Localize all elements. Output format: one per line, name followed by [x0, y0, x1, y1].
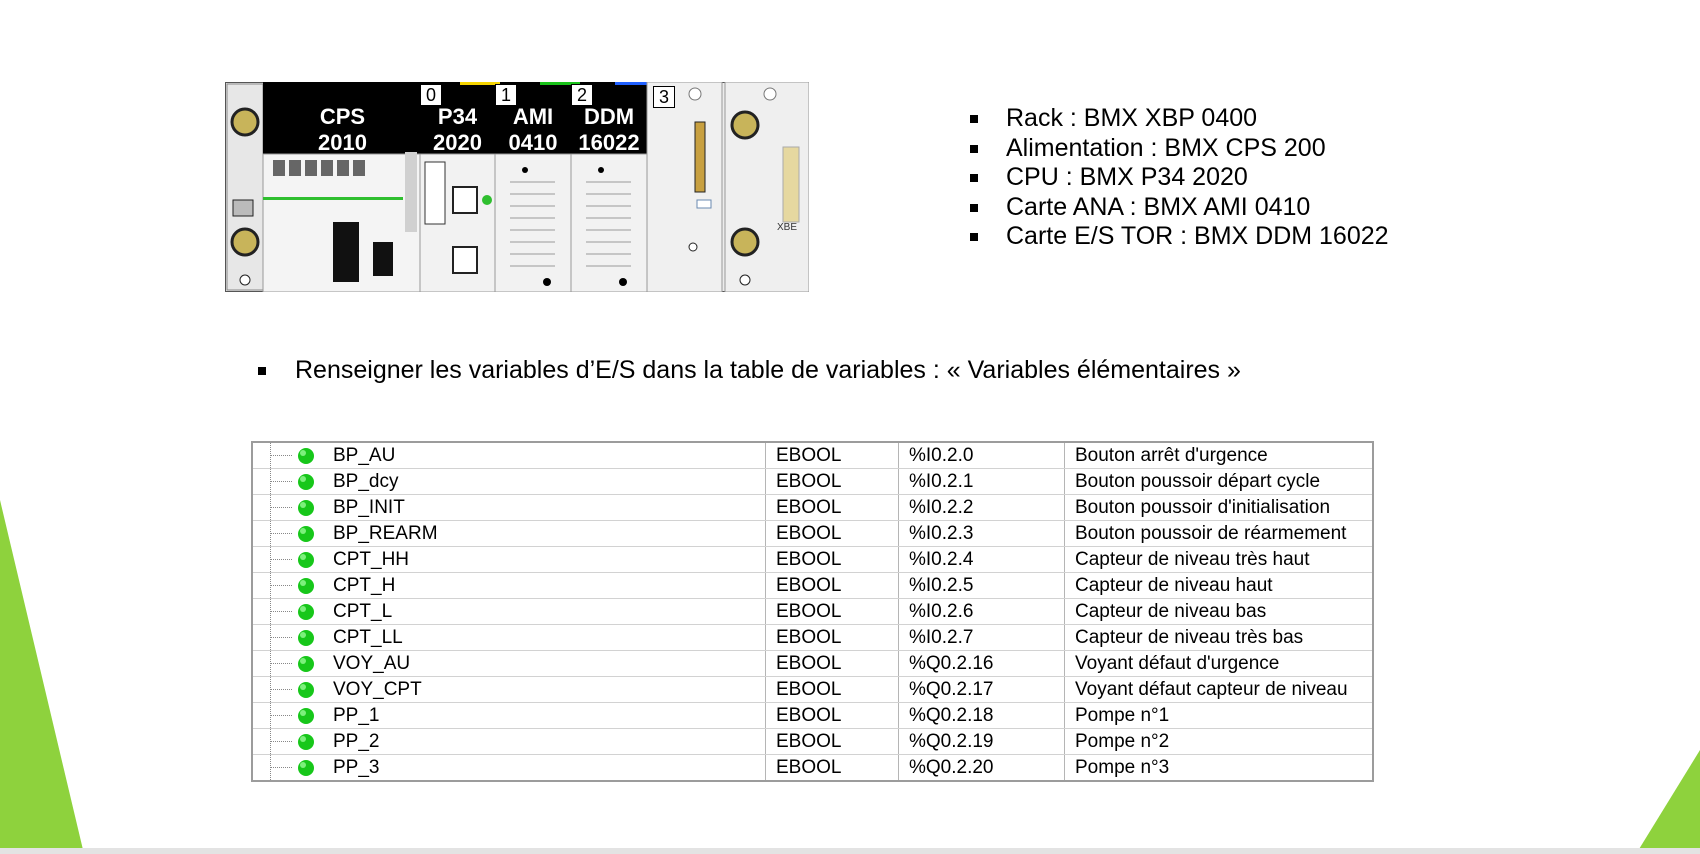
variable-name: CPT_LL [333, 626, 403, 648]
variable-status-icon [296, 498, 316, 518]
spec-rack: Rack : BMX XBP 0400 [970, 104, 1389, 134]
variable-type-cell[interactable] [766, 521, 899, 547]
table-row[interactable] [252, 521, 1373, 547]
variable-type: EBOOL [776, 496, 842, 518]
variable-name-cell[interactable] [252, 547, 766, 573]
variable-comment-cell[interactable] [1065, 521, 1374, 547]
module-cps-ref: 2010 [318, 130, 367, 155]
table-row[interactable] [252, 729, 1373, 755]
table-row[interactable] [252, 755, 1373, 782]
variable-comment: Capteur de niveau très haut [1075, 548, 1310, 570]
variable-address: %I0.2.0 [909, 444, 974, 466]
variable-name: CPT_H [333, 574, 396, 596]
variable-comment: Bouton arrêt d'urgence [1075, 444, 1268, 466]
variable-name: VOY_AU [333, 652, 411, 674]
module-cps [265, 104, 420, 156]
variable-comment: Pompe n°1 [1075, 704, 1170, 726]
tree-branch-line [270, 585, 292, 586]
variable-address-cell[interactable] [899, 703, 1065, 729]
variable-name-cell[interactable] [252, 495, 766, 521]
variable-comment-cell[interactable] [1065, 651, 1374, 677]
variable-type: EBOOL [776, 444, 842, 466]
variable-comment: Pompe n°3 [1075, 756, 1170, 778]
variable-address-cell[interactable] [899, 729, 1065, 755]
variable-type-cell[interactable] [766, 625, 899, 651]
variable-comment: Voyant défaut d'urgence [1075, 652, 1280, 674]
variable-type: EBOOL [776, 522, 842, 544]
variable-comment-cell[interactable] [1065, 495, 1374, 521]
variable-type-cell[interactable] [766, 469, 899, 495]
variable-type: EBOOL [776, 548, 842, 570]
variable-comment: Pompe n°2 [1075, 730, 1170, 752]
table-row[interactable] [252, 651, 1373, 677]
tree-branch-line [270, 637, 292, 638]
variable-status-icon [296, 576, 316, 596]
variable-type: EBOOL [776, 574, 842, 596]
bottom-band [0, 848, 1700, 854]
variable-name: PP_1 [333, 704, 380, 726]
table-row[interactable] [252, 495, 1373, 521]
left-decor-triangle [0, 500, 90, 854]
variable-address-cell[interactable] [899, 755, 1065, 782]
variable-type-cell[interactable] [766, 573, 899, 599]
spec-digital-io-card: Carte E/S TOR : BMX DDM 16022 [970, 222, 1389, 252]
variable-name-cell[interactable] [252, 703, 766, 729]
variable-comment-cell[interactable] [1065, 625, 1374, 651]
variable-name: PP_2 [333, 730, 380, 752]
variable-address: %I0.2.4 [909, 548, 974, 570]
variable-address: %Q0.2.17 [909, 678, 994, 700]
variable-address: %Q0.2.18 [909, 704, 994, 726]
variable-type-cell[interactable] [766, 547, 899, 573]
tree-branch-line [270, 741, 292, 742]
table-row[interactable] [252, 703, 1373, 729]
variable-address-cell[interactable] [899, 469, 1065, 495]
variable-address-cell[interactable] [899, 625, 1065, 651]
slot-number-2: 2 [571, 84, 593, 106]
variable-address: %Q0.2.19 [909, 730, 994, 752]
variable-comment: Voyant défaut capteur de niveau [1075, 678, 1348, 700]
variable-type-cell[interactable] [766, 651, 899, 677]
variable-status-icon [296, 654, 316, 674]
variable-comment: Capteur de niveau haut [1075, 574, 1273, 596]
variable-comment: Bouton poussoir d'initialisation [1075, 496, 1331, 518]
module-cps-name: CPS [319, 104, 366, 129]
module-ami-ref: 0410 [508, 130, 558, 155]
slot-number-0: 0 [420, 84, 442, 106]
rack-illustration [225, 82, 809, 292]
variable-address-cell[interactable] [899, 677, 1065, 703]
tree-branch-line [270, 559, 292, 560]
tree-branch-line [270, 507, 292, 508]
tree-branch-line [270, 455, 292, 456]
variable-name: BP_REARM [333, 522, 438, 544]
variable-status-icon [296, 550, 316, 570]
table-row[interactable] [252, 469, 1373, 495]
variable-address-cell[interactable] [899, 651, 1065, 677]
variable-name-cell[interactable] [252, 755, 766, 782]
variable-type-cell[interactable] [766, 729, 899, 755]
variable-type: EBOOL [776, 704, 842, 726]
table-row[interactable] [252, 547, 1373, 573]
tree-branch-line [270, 611, 292, 612]
tree-branch-line [270, 533, 292, 534]
variable-comment-cell[interactable] [1065, 703, 1374, 729]
table-row[interactable] [252, 573, 1373, 599]
variable-type: EBOOL [776, 678, 842, 700]
variable-name-cell[interactable] [252, 442, 766, 469]
variable-comment-cell[interactable] [1065, 729, 1374, 755]
spec-cpu: CPU : BMX P34 2020 [970, 163, 1389, 193]
variable-address-cell[interactable] [899, 495, 1065, 521]
variable-status-icon [296, 602, 316, 622]
variable-address-cell[interactable] [899, 599, 1065, 625]
module-p34-name: P34 [437, 104, 478, 129]
variable-type-cell[interactable] [766, 677, 899, 703]
variable-comment-cell[interactable] [1065, 573, 1374, 599]
variable-address-cell[interactable] [899, 521, 1065, 547]
variable-comment: Bouton poussoir de réarmement [1075, 522, 1347, 544]
variable-comment-cell[interactable] [1065, 469, 1374, 495]
variables-table [251, 441, 1374, 782]
variable-comment-cell[interactable] [1065, 677, 1374, 703]
module-ami [495, 104, 571, 156]
xbe-label: XBE [777, 222, 798, 233]
rack-spec-list [970, 104, 1389, 252]
table-row[interactable] [252, 442, 1373, 469]
tree-branch-line [270, 689, 292, 690]
variable-type: EBOOL [776, 470, 842, 492]
variable-type: EBOOL [776, 600, 842, 622]
variable-address: %I0.2.2 [909, 496, 974, 518]
variable-address-cell[interactable] [899, 573, 1065, 599]
module-p34 [420, 104, 495, 156]
slot-number-3: 3 [653, 86, 675, 108]
variable-type-cell[interactable] [766, 755, 899, 782]
variable-type-cell[interactable] [766, 599, 899, 625]
variable-status-icon [296, 680, 316, 700]
variable-type-cell[interactable] [766, 495, 899, 521]
variable-name-cell[interactable] [252, 729, 766, 755]
variable-name-cell[interactable] [252, 625, 766, 651]
variable-name-cell[interactable] [252, 469, 766, 495]
variable-comment: Capteur de niveau très bas [1075, 626, 1304, 648]
variable-name: VOY_CPT [333, 678, 422, 700]
spec-analog-card: Carte ANA : BMX AMI 0410 [970, 193, 1389, 223]
variable-name-cell[interactable] [252, 521, 766, 547]
variable-name: BP_INIT [333, 496, 405, 518]
variable-type-cell[interactable] [766, 703, 899, 729]
variable-comment: Bouton poussoir départ cycle [1075, 470, 1321, 492]
module-ddm-name: DDM [583, 104, 635, 129]
right-decor-triangle [1630, 750, 1700, 854]
table-row[interactable] [252, 677, 1373, 703]
variable-name-cell[interactable] [252, 677, 766, 703]
variable-comment-cell[interactable] [1065, 442, 1374, 469]
variable-address-cell[interactable] [899, 547, 1065, 573]
variable-comment-cell[interactable] [1065, 547, 1374, 573]
variable-name: CPT_HH [333, 548, 410, 570]
table-row[interactable] [252, 599, 1373, 625]
variable-address: %I0.2.7 [909, 626, 974, 648]
variable-status-icon [296, 758, 316, 778]
variable-name: BP_dcy [333, 470, 399, 492]
variable-status-icon [296, 446, 316, 466]
variable-status-icon [296, 732, 316, 752]
tree-branch-line [270, 663, 292, 664]
module-ddm [571, 104, 647, 156]
tree-branch-line [270, 715, 292, 716]
variable-address: %I0.2.1 [909, 470, 974, 492]
slot-number-1: 1 [495, 84, 517, 106]
variable-address: %Q0.2.20 [909, 756, 994, 778]
variable-type: EBOOL [776, 730, 842, 752]
module-p34-ref: 2020 [433, 130, 482, 155]
variable-type: EBOOL [776, 626, 842, 648]
table-row[interactable] [252, 625, 1373, 651]
variable-name: BP_AU [333, 444, 396, 466]
variable-comment: Capteur de niveau bas [1075, 600, 1267, 622]
variable-name: CPT_L [333, 600, 393, 622]
variable-type-cell[interactable] [766, 442, 899, 469]
variable-status-icon [296, 628, 316, 648]
spec-power-supply: Alimentation : BMX CPS 200 [970, 134, 1389, 164]
variable-status-icon [296, 472, 316, 492]
variable-comment-cell[interactable] [1065, 599, 1374, 625]
variable-address: %I0.2.6 [909, 600, 974, 622]
variables-table-body [252, 442, 1373, 781]
variable-name-cell[interactable] [252, 599, 766, 625]
variable-status-icon [296, 524, 316, 544]
instruction-text: Renseigner les variables d’E/S dans la table de variables : « Variables élémentaires » [258, 356, 1241, 385]
variable-type: EBOOL [776, 652, 842, 674]
variable-name-cell[interactable] [252, 573, 766, 599]
variable-address: %I0.2.5 [909, 574, 974, 596]
variable-address-cell[interactable] [899, 442, 1065, 469]
variable-name-cell[interactable] [252, 651, 766, 677]
tree-branch-line [270, 481, 292, 482]
variable-type: EBOOL [776, 756, 842, 778]
variable-name: PP_3 [333, 756, 380, 778]
tree-branch-line [270, 767, 292, 768]
variable-status-icon [296, 706, 316, 726]
variable-address: %Q0.2.16 [909, 652, 994, 674]
variable-address: %I0.2.3 [909, 522, 974, 544]
variable-comment-cell[interactable] [1065, 755, 1374, 782]
module-ami-name: AMI [512, 104, 554, 129]
module-ddm-ref: 16022 [578, 130, 640, 155]
